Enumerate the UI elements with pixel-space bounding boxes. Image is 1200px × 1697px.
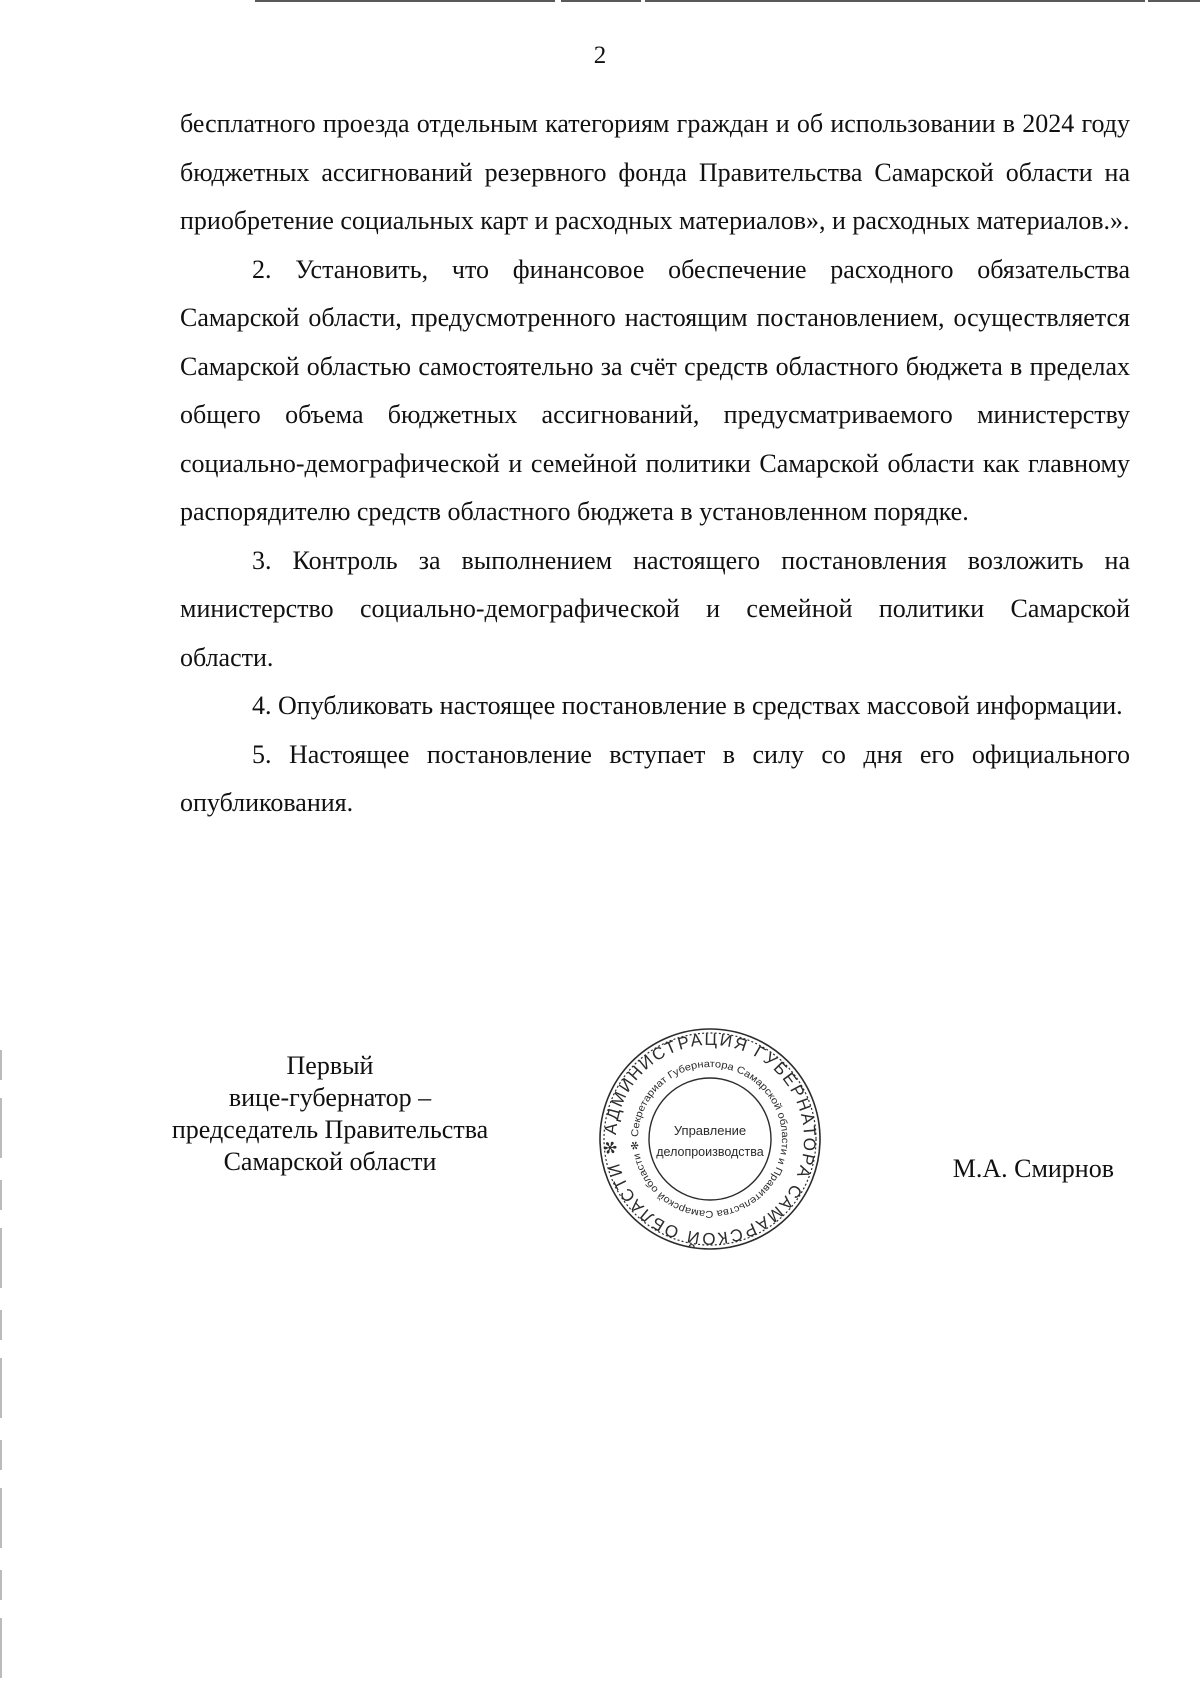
signatory-name: М.А. Смирнов	[952, 1154, 1114, 1183]
page-number: 2	[593, 42, 607, 69]
seal-outer-text: АДМИНИСТРАЦИЯ ГУБЕРНАТОРА САМАРСКОЙ ОБЛАСТИ ✻	[600, 1029, 820, 1249]
seal-center-line: делопроизводства	[656, 1145, 764, 1159]
svg-text:Секретариат Губернатора Самарс	[630, 1059, 790, 1219]
signatory-title-line: вице-губернатор –	[228, 1083, 432, 1112]
seal-graphic	[596, 1025, 824, 1253]
signatory-title	[120, 1050, 540, 1178]
signatory-title-line: председатель Правительства	[171, 1115, 489, 1144]
official-seal-stamp	[596, 1025, 824, 1253]
signatory-title-line: Самарской области	[223, 1147, 437, 1176]
seal-inner-text: Секретариат Губернатора Самарской области и Правительства Самарской области ✻	[629, 1058, 791, 1220]
paragraph-item-4: 4. Опубликовать настоящее постановление в средствах массовой информации.	[252, 691, 1123, 720]
paragraph-item-5: 5. Настоящее постановление вступает в силу со дня его официального опубликования.	[180, 739, 1130, 817]
paragraph-continuation: бесплатного проезда отдельным категориям граждан и об использовании в 2024 году бюджетных ассигнований резервного фонда Правительства Самарской области на приобретение социальных карт и расходных материалов», и расходных материалов.».	[180, 109, 1130, 235]
paragraph-item-3: 3. Контроль за выполнением настоящего постановления возложить на министерство социально-демографической и семейной политики Самарской области.	[180, 545, 1130, 672]
seal-center-line: Управление	[673, 1123, 747, 1138]
paragraph-item-2: 2. Установить, что финансовое обеспечение расходного обязательства Самарской области, предусмотренного настоящим постановлением, осуществляется Самарской областью самостоятельно за счёт средств областного бюджета в пределах общего объема бюджетных ассигнований, предусматриваемого министерству социально-демографической и семейной политики Самарской области как главному распорядителю средств областного бюджета в установленном порядке.	[180, 254, 1130, 526]
document-body	[180, 100, 1130, 828]
signatory-title-line: Первый	[286, 1051, 374, 1080]
